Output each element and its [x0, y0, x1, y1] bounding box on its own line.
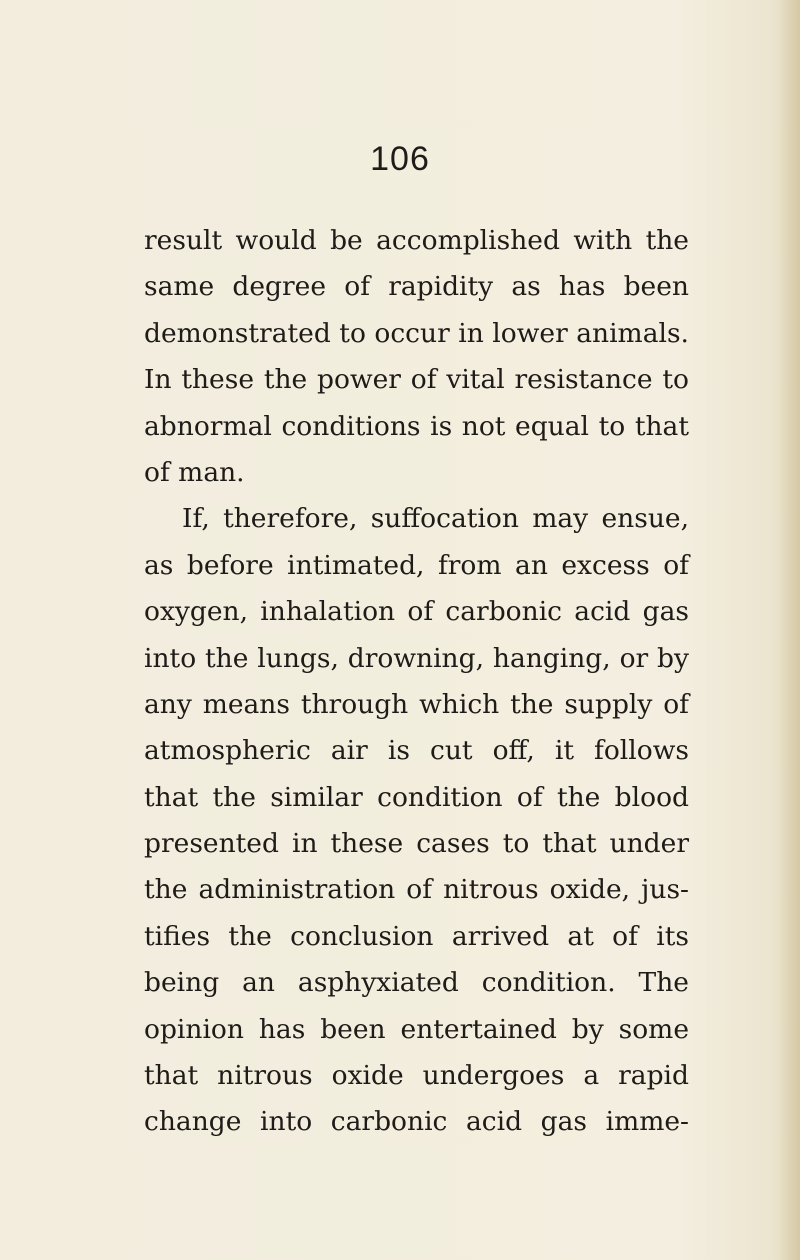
body-text: [144, 218, 689, 1146]
text-line: the administration of nitrous oxide, jus-: [144, 874, 689, 906]
page-number: 106: [370, 140, 430, 178]
text-line: of man.: [144, 456, 245, 488]
text-line: being an asphyxiated condition. The: [144, 967, 689, 999]
text-line: In these the power of vital resistance to: [144, 364, 689, 396]
text-line: result would be accomplished with the: [144, 225, 689, 256]
text-line: any means through which the supply of: [144, 688, 689, 720]
text-line: opinion has been entertained by some: [144, 1013, 689, 1045]
page-edge-shadow: [778, 0, 800, 1260]
text-line: oxygen, inhalation of carbonic acid gas: [144, 596, 689, 628]
text-line: that the similar condition of the blood: [144, 781, 689, 813]
text-line: atmospheric air is cut off, it follows: [144, 735, 689, 767]
text-line: same degree of rapidity as has been: [144, 271, 689, 303]
text-line: demonstrated to occur in lower animals.: [144, 317, 689, 349]
text-line: tifies the conclusion arrived at of its: [144, 920, 689, 952]
text-line: If, therefore, suffocation may ensue,: [182, 503, 689, 535]
text-line: as before intimated, from an excess of: [144, 549, 689, 581]
text-line: abnormal conditions is not equal to that: [144, 410, 689, 442]
text-line: change into carbonic acid gas imme-: [144, 1106, 689, 1138]
text-line: presented in these cases to that under: [144, 828, 689, 860]
text-line: into the lungs, drowning, hanging, or by: [144, 642, 689, 674]
text-line: that nitrous oxide undergoes a rapid: [144, 1060, 689, 1092]
